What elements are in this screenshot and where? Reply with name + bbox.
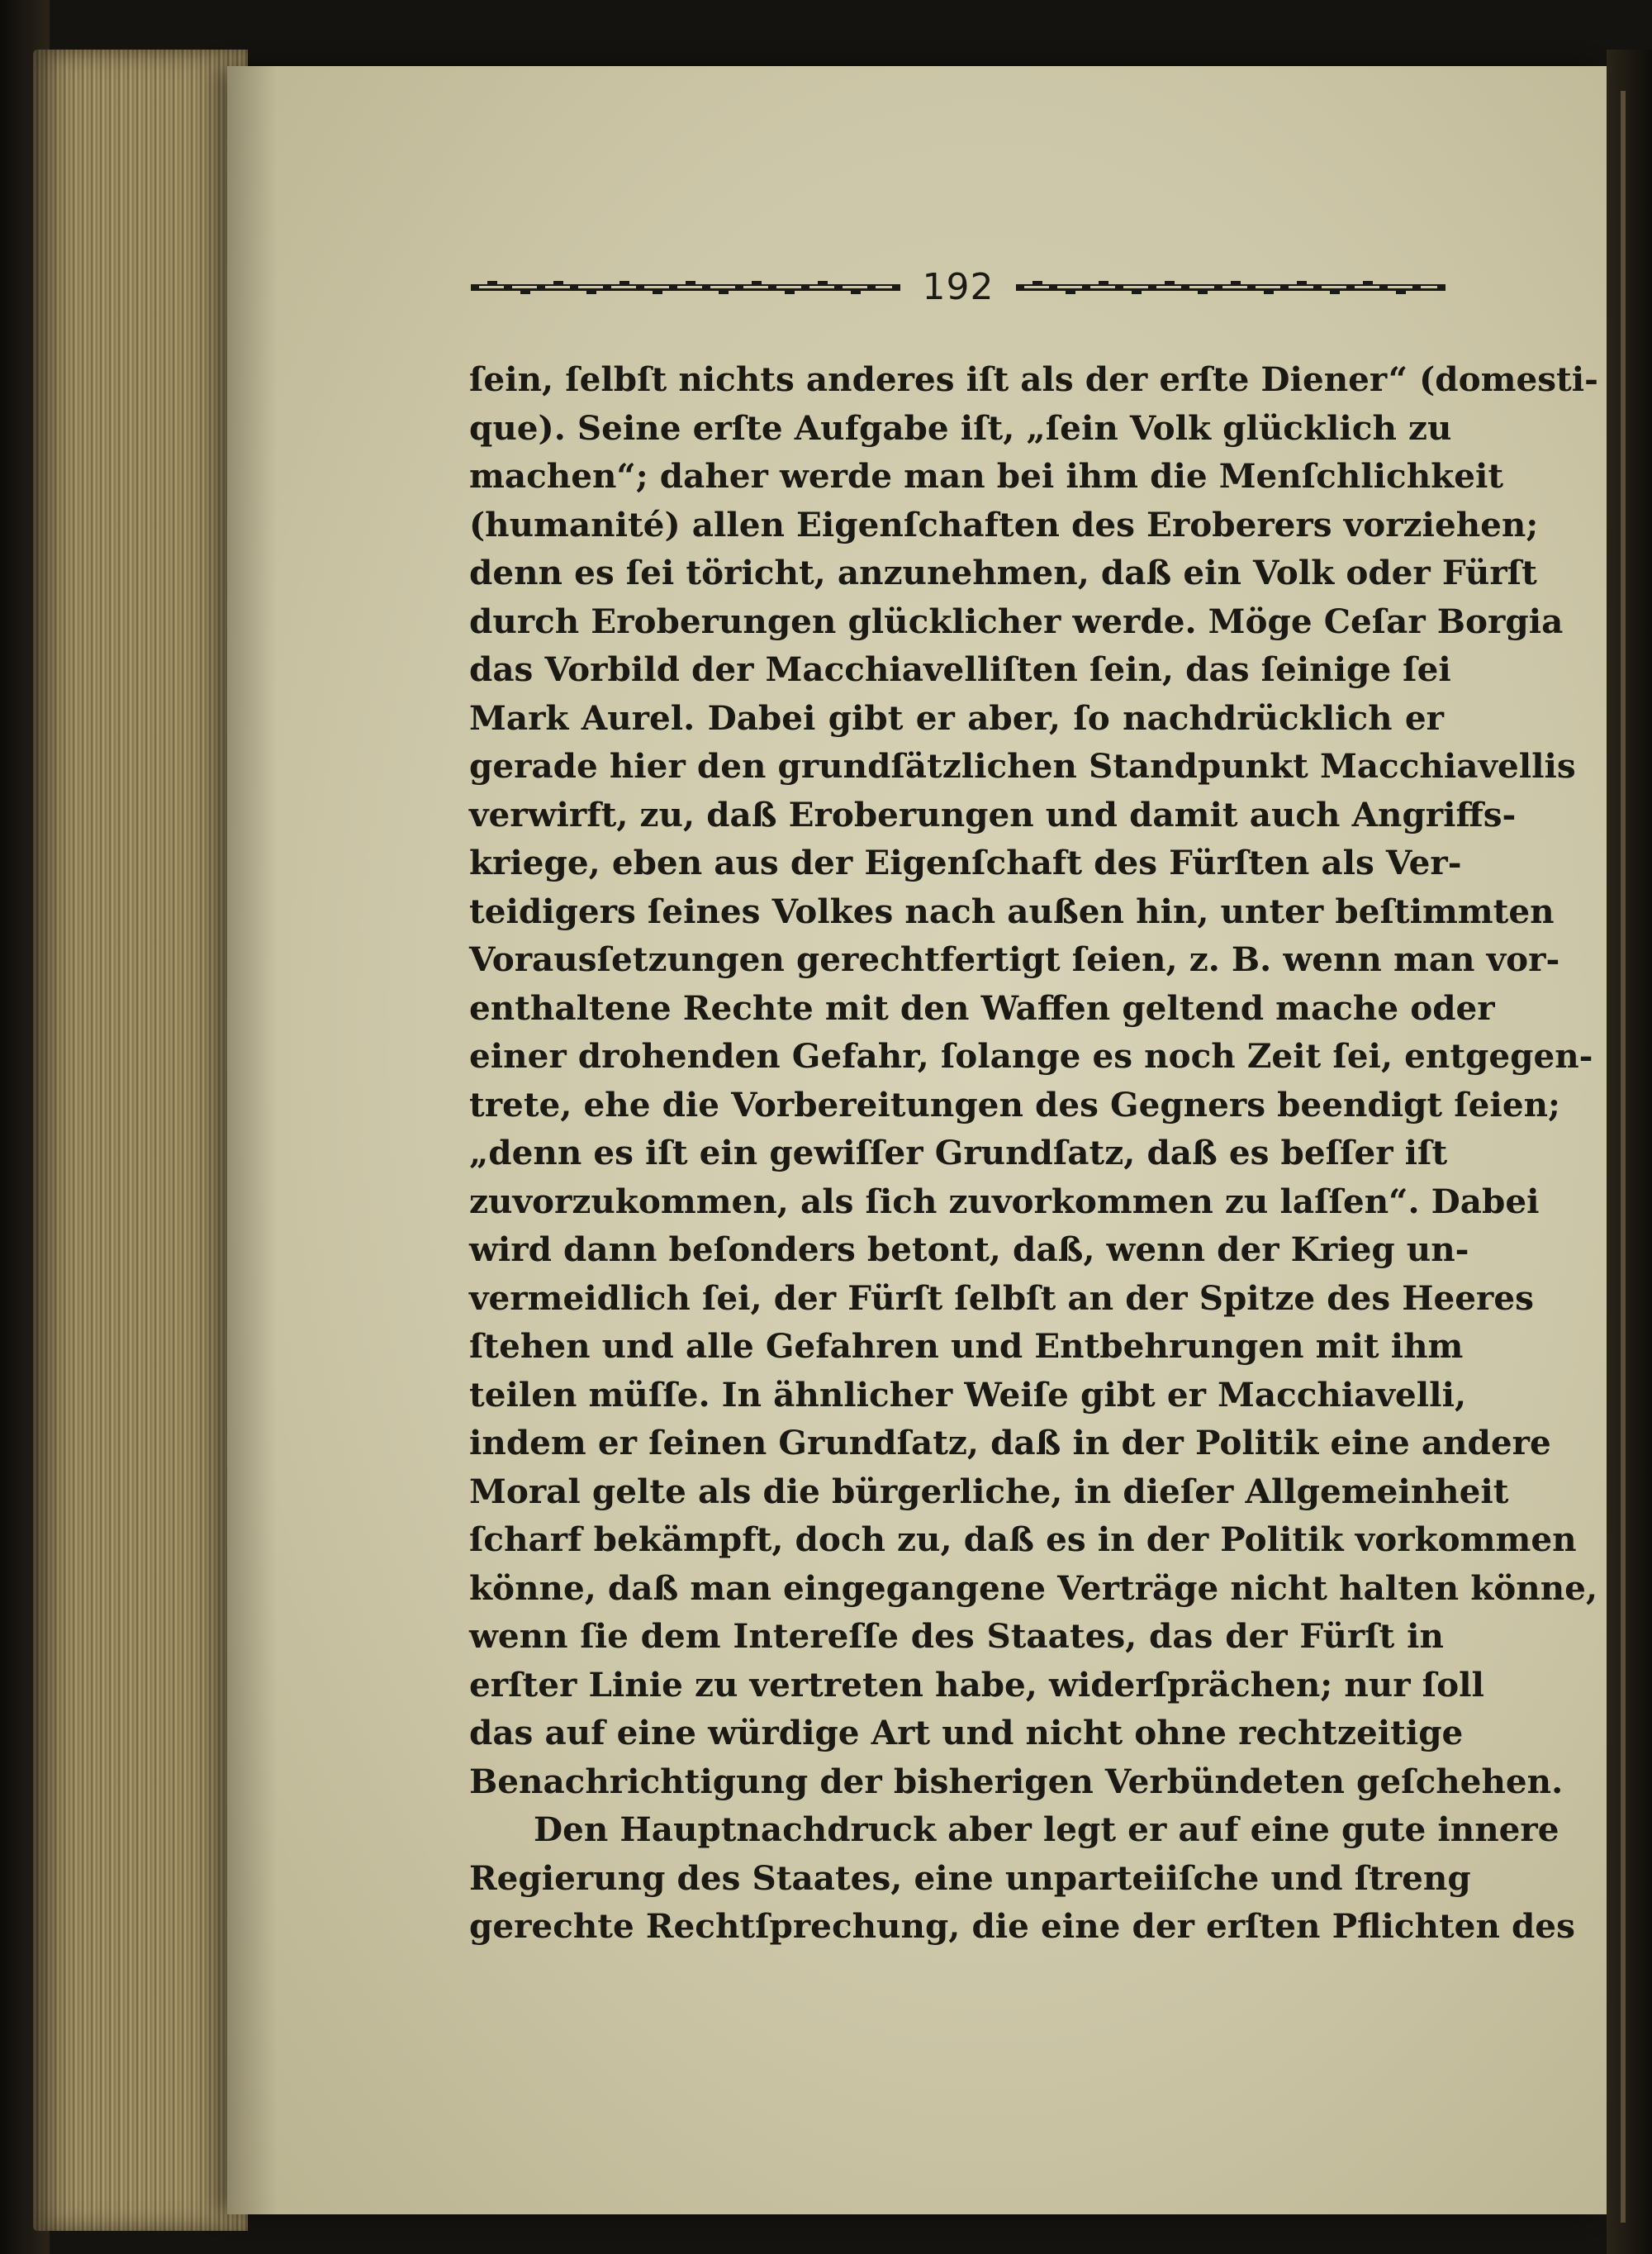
text-line: erſter Linie zu vertreten habe, widerſprächen; nur ſoll <box>469 1664 1484 1705</box>
page-number: 192 <box>922 266 995 308</box>
text-line: enthaltene Rechte mit den Waffen geltend mache oder <box>469 987 1495 1028</box>
text-line: gerade hier den grundſätzlichen Standpunkt Macchiavellis <box>469 746 1576 786</box>
text-line: ſcharf bekämpft, doch zu, daß es in der Politik vorkommen <box>469 1519 1577 1559</box>
text-line: einer drohenden Gefahr, ſolange es noch Zeit ſei, entgegen- <box>469 1036 1593 1076</box>
header-ornament-right-icon <box>1016 278 1446 297</box>
text-line: zuvorzukommen, als ſich zuvorkommen zu laſſen“. Dabei <box>469 1181 1540 1221</box>
text-line: que). Seine erſte Aufgabe iſt, „ſein Volk glücklich zu <box>469 407 1452 448</box>
page-header <box>471 263 1446 312</box>
text-line: Regierung des Staates, eine unparteiiſche und ſtreng <box>469 1857 1471 1898</box>
text-line: trete, ehe die Vorbereitungen des Gegners beendigt ſeien; <box>469 1084 1560 1125</box>
text-line: das Vorbild der Macchiavelliſten ſein, das ſeinige ſei <box>469 649 1451 689</box>
text-line: machen“; daher werde man bei ihm die Menſchlichkeit <box>469 456 1504 496</box>
text-line: indem er ſeinen Grundſatz, daß in der Politik eine andere <box>469 1423 1551 1462</box>
text-line: ſein, ſelbſt nichts anderes iſt als der erſte Diener“ (domesti- <box>469 359 1598 399</box>
text-line: „denn es iſt ein gewiſſer Grundſatz, daß es beſſer iſt <box>469 1133 1448 1172</box>
text-line: (humanité) allen Eigenſchaften des Eroberers vorziehen; <box>469 504 1539 544</box>
text-line: das auf eine würdige Art und nicht ohne rechtzeitige <box>469 1713 1464 1752</box>
text-line: könne, daß man eingegangene Verträge nicht halten könne, <box>469 1567 1598 1608</box>
text-line: Mark Aurel. Dabei gibt er aber, ſo nachdrücklich er <box>469 697 1444 738</box>
text-line: Moral gelte als die bürgerliche, in dieſer Allgemeinheit <box>469 1471 1509 1511</box>
gutter-shadow <box>227 66 277 2214</box>
body-text <box>469 355 1598 1951</box>
cover-edge-line <box>1621 91 1626 2223</box>
text-line: wird dann beſonders betont, daß, wenn der Krieg un- <box>469 1229 1469 1269</box>
text-line: vermeidlich ſei, der Fürſt ſelbſt an der Spitze des Heeres <box>469 1277 1534 1318</box>
text-line: teilen müſſe. In ähnlicher Weiſe gibt er Macchiavelli, <box>469 1374 1467 1415</box>
text-line: durch Eroberungen glücklicher werde. Möge Ceſar Borgia <box>469 601 1564 641</box>
text-line: teidigers ſeines Volkes nach außen hin, unter beſtimmten <box>469 891 1555 931</box>
text-line: ſtehen und alle Gefahren und Entbehrungen mit ihm <box>469 1326 1464 1366</box>
text-line: denn es ſei töricht, anzunehmen, daß ein Volk oder Fürſt <box>469 553 1537 592</box>
text-line-paragraph-start: Den Hauptnachdruck aber legt er auf eine gute innere <box>534 1809 1559 1849</box>
stacked-page-edges <box>33 50 248 2231</box>
text-line: kriege, eben aus der Eigenſchaft des Fürſten als Ver- <box>469 843 1462 882</box>
text-line: gerechte Rechtſprechung, die eine der erſten Pflichten des <box>469 1906 1575 1946</box>
book-cover-edge <box>1607 50 1652 2254</box>
text-line: Vorausſetzungen gerechtfertigt ſeien, z. B. wenn man vor- <box>469 939 1560 979</box>
header-ornament-left-icon <box>471 278 900 297</box>
text-line: Benachrichtigung der bisherigen Verbündeten geſchehen. <box>469 1761 1564 1801</box>
text-line: wenn ſie dem Intereſſe des Staates, das der Fürſt in <box>469 1616 1444 1656</box>
text-line: verwirft, zu, daß Eroberungen und damit auch Angriffs- <box>469 794 1517 835</box>
